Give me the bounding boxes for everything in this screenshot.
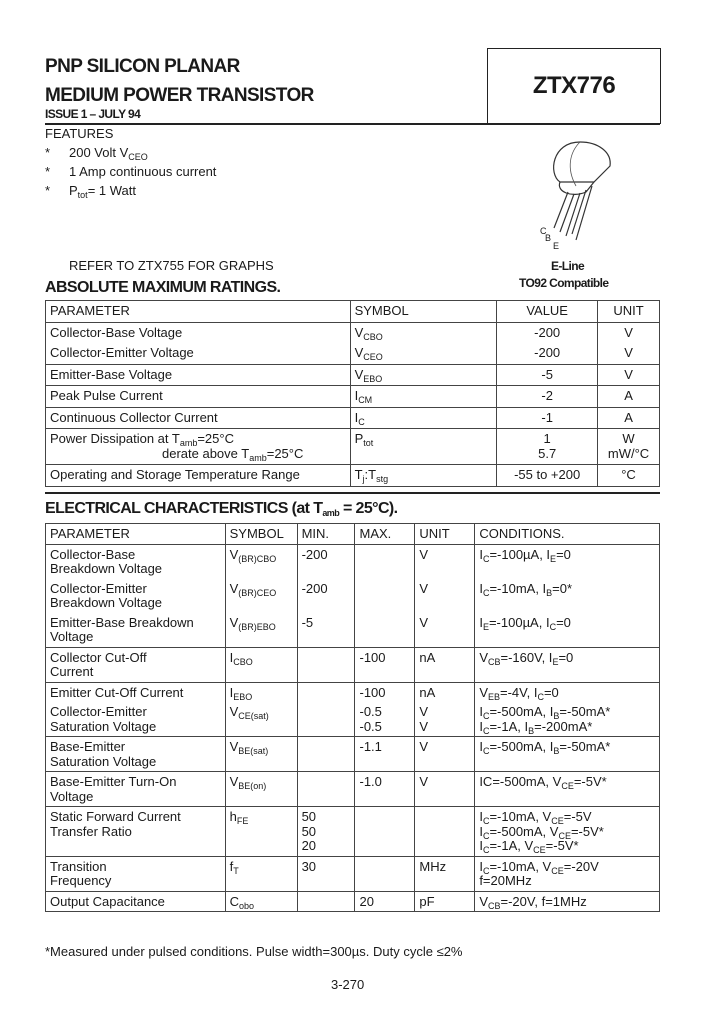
elec-char-heading: ELECTRICAL CHARACTERISTICS (at $T_{amb} = 25^\circ C$). <box>45 500 398 518</box>
feature-item-power: * $P_{tot}= 1$ Watt <box>45 183 136 200</box>
abs-max-heading: ABSOLUTE MAXIMUM RATINGS. <box>45 279 281 296</box>
table-row: Collector-Emitter Voltage $V_{CEO}$ -200 V <box>46 343 660 364</box>
part-number: ZTX776 <box>532 72 616 99</box>
table-row: Static Forward Current Transfer Ratio $h_{FE}$ 50 50 20 $I_C=-10mA$, $V_{CE}=-5V$ $I_C=-500mA$, $V_{CE}=-5V*$ $I_C=-1A$, $V_{CE}=-5V*$ <box>46 807 660 857</box>
part-number-box <box>487 48 661 124</box>
table-row: Collector Cut-Off Current $I_{CBO}$ -100 nA $V_{CB}=-160V$, $I_E=0$ <box>46 647 660 682</box>
pin-label-b: B <box>545 233 552 243</box>
issue-label: ISSUE 1 – JULY 94 <box>45 107 141 121</box>
package-compat: TO92 Compatible <box>519 276 609 290</box>
table-row: Output Capacitance $C_{obo}$ 20 pF $V_{CB}=-20V$, f=1MHz <box>46 891 660 912</box>
package-name: E-Line <box>551 259 585 273</box>
header-divider <box>45 123 660 125</box>
table-row: Base-Emitter Saturation Voltage $V_{BE(sat)}$ -1.1 V $I_C=-500mA$, $I_B=-50mA*$ <box>46 737 660 772</box>
table-row: Transition Frequency $f_T$ 30 MHz $I_C=-10mA$, $V_{CE}=-20V$ f=20MHz <box>46 856 660 891</box>
feature-item-current: * 1 Amp continuous current <box>45 164 217 179</box>
table-row: Emitter Cut-Off Current $I_{EBO}$ -100 nA $V_{EB}=-4V$, $I_C=0$ <box>46 682 660 702</box>
title-line-1: PNP SILICON PLANAR <box>45 56 240 77</box>
title-line-2: MEDIUM POWER TRANSISTOR <box>45 85 314 106</box>
abs-max-table <box>45 300 660 487</box>
table-row: Emitter-Base Breakdown Voltage $V_{(BR)EBO}$ -5 V $I_E=-100\mu A$, $I_C=0$ <box>46 613 660 648</box>
table-row: Continuous Collector Current $I_C$ -1 A <box>46 407 660 429</box>
page-number: 3-270 <box>331 977 365 992</box>
elec-char-table <box>45 523 660 912</box>
table-row: Operating and Storage Temperature Range $T_j:T_{stg}$ -55 to +200 °C <box>46 465 660 487</box>
table-row: Collector-Emitter Saturation Voltage $V_{CE(sat)}$ -0.5 -0.5 V V $I_C=-500mA$, $I_B=-50mA*$ $I_C=-1A$, $I_B=-200mA*$ <box>46 702 660 737</box>
table-row: Power Dissipation at $T_{amb}=25^\circ C$ derate above $T_{amb}=25^\circ C$ $P_{tot}$ 1 5.7 W mW/°C <box>46 429 660 465</box>
feature-item-voltage: * 200 Volt $V_{CEO}$ <box>45 145 148 162</box>
table-row: Peak Pulse Current $I_{CM}$ -2 A <box>46 386 660 408</box>
table-row: Collector-Base Breakdown Voltage $V_{(BR)CBO}$ -200 V $I_C=-100\mu A$, $I_E=0$ <box>46 544 660 579</box>
table-header-row: PARAMETER SYMBOL MIN. MAX. UNIT CONDITIONS. <box>46 524 660 545</box>
table-row: Collector-Base Voltage $V_{CBO}$ -200 V <box>46 322 660 343</box>
features-heading: FEATURES <box>45 126 114 141</box>
table-row: Base-Emitter Turn-On Voltage $V_{BE(on)}$ -1.0 V IC=-500mA, $V_{CE}=-5V*$ <box>46 772 660 807</box>
table-row: Collector-Emitter Breakdown Voltage $V_{(BR)CEO}$ -200 V $I_C=-10mA$, $I_B=0*$ <box>46 579 660 613</box>
pin-label-c: C <box>540 226 547 236</box>
table-row: Emitter-Base Voltage $V_{EBO}$ -5 V <box>46 364 660 386</box>
footnote: *Measured under pulsed conditions. Pulse width=300µs. Duty cycle ≤2% <box>45 944 463 959</box>
table-header-row: PARAMETER SYMBOL VALUE UNIT <box>46 301 660 323</box>
refer-note: REFER TO ZTX755 FOR GRAPHS <box>69 258 274 273</box>
pin-label-e: E <box>553 241 560 251</box>
section-divider <box>45 492 660 494</box>
